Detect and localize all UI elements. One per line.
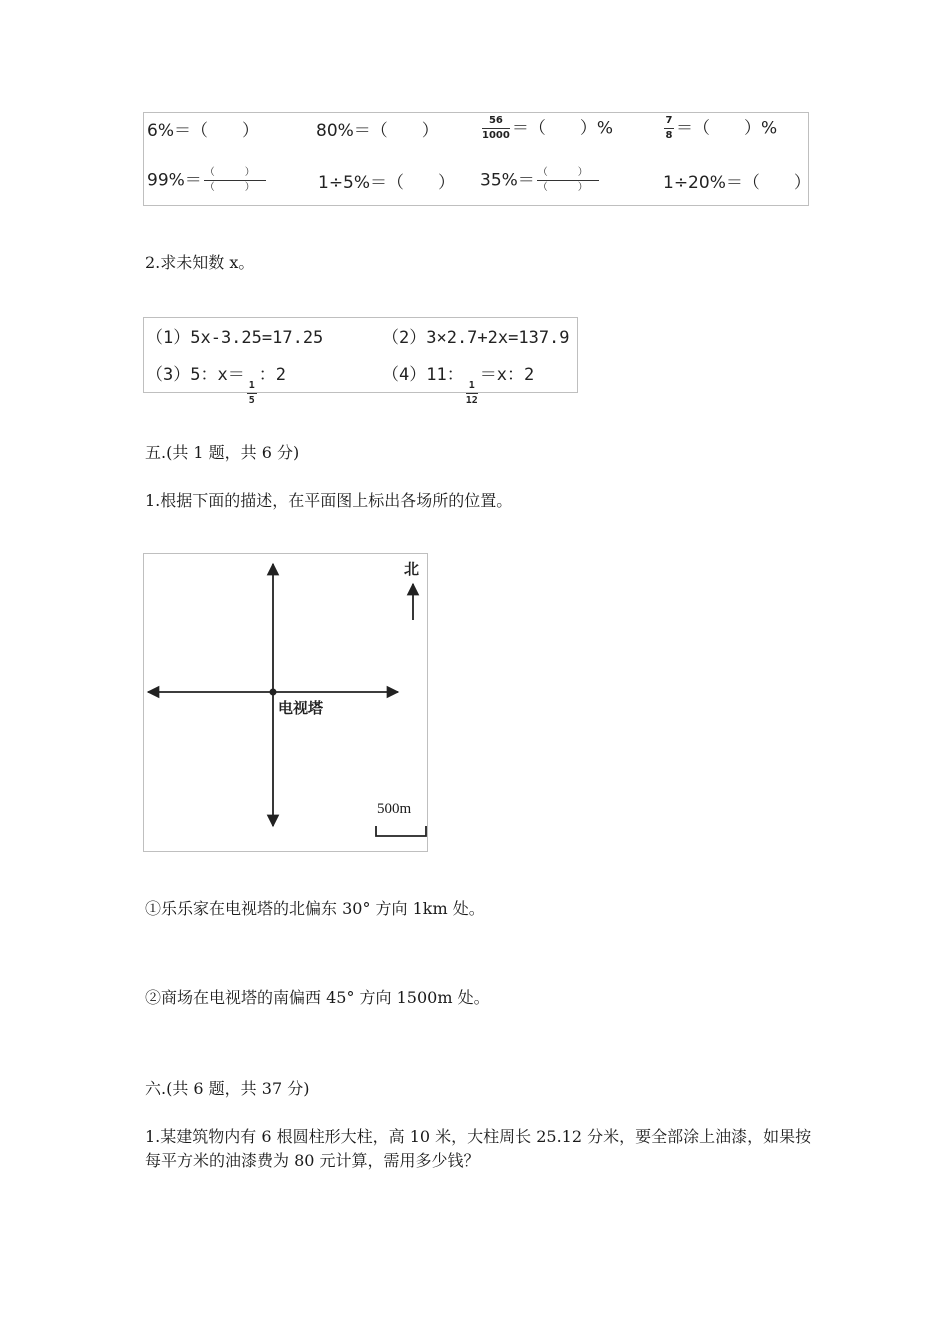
- section-6-heading: 六.(共 6 题，共 37 分): [145, 1079, 310, 1098]
- tv-tower-label: 电视塔: [278, 699, 324, 717]
- fraction-56-1000: $\frac{56}{1000}$: [482, 115, 510, 141]
- blank-fraction: $\frac{( )}{( )}$: [204, 167, 265, 193]
- equation-4: （4）11： $\frac{1}{12}$ ＝x：2: [382, 365, 535, 406]
- cell-35-percent: 35%＝ $\frac{( )}{( )}$: [480, 167, 598, 193]
- cell-6-percent: 6%＝（ ）: [147, 121, 259, 141]
- north-label: 北: [404, 560, 420, 578]
- section-5-heading: 五.(共 1 题，共 6 分): [145, 443, 300, 462]
- map-figure: [143, 553, 428, 852]
- cell-1-div-20-percent: 1÷20%＝（ ）: [663, 173, 811, 193]
- equations-table: [143, 317, 578, 406]
- tv-tower-point: [270, 689, 277, 696]
- section-5-item-2: ②商场在电视塔的南偏西 45° 方向 1500m 处。: [145, 988, 490, 1007]
- section-5-question-1: 1.根据下面的描述，在平面图上标出各场所的位置。: [145, 491, 513, 510]
- question-2-heading: 2.求未知数 x。: [145, 253, 255, 272]
- scale-label: 500m: [377, 801, 412, 817]
- cell-56-over-1000: $\frac{56}{1000}$ ＝（ ）%: [482, 115, 613, 141]
- fraction-1-12: $\frac{1}{12}$: [465, 380, 478, 406]
- cell-7-over-8: $\frac{7}{8}$ ＝（ ）%: [665, 115, 778, 141]
- blank-fraction: $\frac{( )}{( )}$: [537, 167, 598, 193]
- equation-3: （3）5：x＝ $\frac{1}{5}$ ：2: [146, 365, 286, 406]
- equation-1: （1）5x-3.25=17.25: [146, 328, 324, 348]
- section-6-question-1: 1.某建筑物内有 6 根圆柱形大柱，高 10 米，大柱周长 25.12 分米，要全部涂上油漆，如果按每平方米的油漆费为 80 元计算，需用多少钱？: [145, 1127, 812, 1170]
- percent-conversion-table: [143, 112, 809, 206]
- fraction-7-8: $\frac{7}{8}$: [665, 115, 673, 141]
- equation-2: （2）3×2.7+2x=137.9: [382, 328, 570, 348]
- cell-99-percent: 99%＝ $\frac{( )}{( )}$: [147, 167, 265, 193]
- cell-80-percent: 80%＝（ ）: [316, 121, 439, 141]
- cell-1-div-5-percent: 1÷5%＝（ ）: [318, 173, 456, 193]
- fraction-1-5: $\frac{1}{5}$: [248, 380, 255, 406]
- scale-bar: [376, 826, 426, 836]
- section-5-item-1: ①乐乐家在电视塔的北偏东 30° 方向 1km 处。: [145, 899, 485, 918]
